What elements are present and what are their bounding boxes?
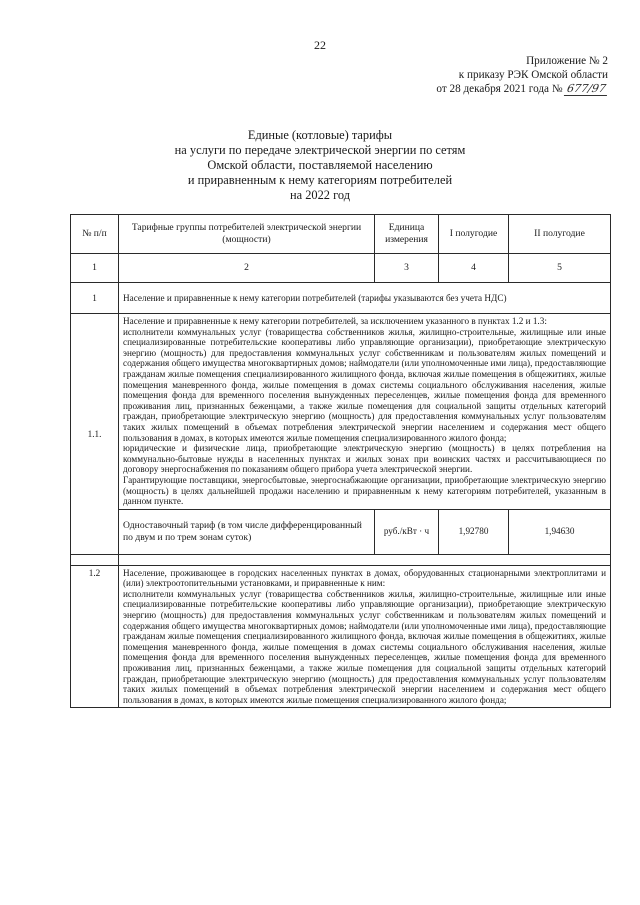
column-number: 1: [71, 254, 119, 283]
column-numbers-row: [71, 254, 611, 283]
row-1-1-paragraph: Население и приравненные к нему категории потребителей, за исключением указанного в пунктах 1.2 и 1.3:: [123, 316, 547, 326]
column-number: 3: [375, 254, 439, 283]
title-line-5: на 2022 год: [289, 188, 351, 202]
spacer-cell: [71, 554, 119, 565]
appendix-title: Приложение № 2: [526, 55, 608, 67]
handwritten-order-number: 677/97: [564, 83, 609, 96]
tariff-table: [70, 214, 611, 708]
row-1-2-text: [119, 565, 611, 708]
row-1-1-description: [71, 314, 611, 510]
row-1-2-num: 1.2: [71, 565, 119, 708]
spacer-cell: [119, 554, 611, 565]
row-1-2-description: [71, 565, 611, 708]
title-line-4: и приравненным к нему категориям потребителей: [187, 173, 453, 187]
title-line-3: Омской области, поставляемой населению: [207, 158, 433, 172]
tariff-unit: руб./кВт · ч: [375, 509, 439, 554]
row-1-1-paragraph: Гарантирующие поставщики, энергосбытовые, энергоснабжающие организации, приобретающие электрическую энергию (мощность) в целях дальнейшей продажи населению и приравненным к нему категориям потребителей, указанным в данном пункте.: [123, 474, 606, 507]
appendix-order: к приказу РЭК Омской области: [458, 69, 608, 81]
header-num: № п/п: [71, 215, 119, 254]
category-row: [71, 283, 611, 314]
title-line-2: на услуги по передаче электрической энергии по сетям: [174, 143, 466, 157]
row-1-1-tariff: [71, 509, 611, 554]
page-number: 22: [314, 38, 326, 52]
row-1-1-paragraph: юридические и физические лица, приобретающие электрическую энергию (мощность) в целях потребления на коммунально-бытовые нужды в населенных пунктах и жилых зонах при воинских частях и рассчитывающиеся по договору энергоснабжения по показаниям общего прибора учета электрической энергии.: [123, 443, 606, 475]
column-number: 4: [439, 254, 509, 283]
header-second-half: II полугодие: [509, 215, 611, 254]
table-header-row: [71, 215, 611, 254]
row-1-1-paragraph: исполнители коммунальных услуг (товарищества собственников жилья, жилищно-строительные, жилищные или иные специализированные потребительские кооперативы либо управляющие организации), приобретающие электрическую энергию (мощность) для предоставления коммунальных услуг собственникам и пользователям жилых помещений и содержания общего имущества многоквартирных домов; наймодатели (или уполномоченные ими лица), предоставляющие гражданам жилые помещения специализированного жилищного фонда, включая жилые помещения в общежитиях, жилые помещения маневренного фонда, жилые помещения в домах системы социального обслуживания населения, жилые помещения фонда для временного поселения вынужденных переселенцев, жилые помещения фонда для временного проживания лиц, признанных беженцами, а также жилые помещения для социальной защиты отдельных категорий граждан, приобретающие электрическую энергию (мощность) для предоставления коммунальных услуг пользователям таких жилых помещений в объемах потребления электрической энергии населением и содержания мест общего пользования в домах, в которых имеются жилые помещения специализированного жилого фонда;: [123, 326, 606, 443]
column-number: 2: [119, 254, 375, 283]
title-line-1: Единые (котловые) тарифы: [247, 128, 393, 142]
header-group: Тарифные группы потребителей электрической энергии (мощности): [119, 215, 375, 254]
header-first-half: I полугодие: [439, 215, 509, 254]
tariff-second-half-value: 1,94630: [509, 509, 611, 554]
column-number: 5: [509, 254, 611, 283]
row-1-1-num: 1.1.: [71, 314, 119, 555]
document-title: [0, 128, 640, 203]
appendix-header: [348, 54, 608, 96]
category-num: 1: [71, 283, 119, 314]
tariff-first-half-value: 1,92780: [439, 509, 509, 554]
row-1-2-paragraph: Население, проживающее в городских населенных пунктах в домах, оборудованных стационарными электроплитами и (или) электроотопительными установками, и приравненные к ним:: [123, 567, 606, 589]
category-text: Население и приравненные к нему категории потребителей (тарифы указываются без учета НДС): [119, 283, 611, 314]
row-1-2-paragraph: исполнители коммунальных услуг (товарищества собственников жилья, жилищно-строительные, жилищные или иные специализированные потребительские кооперативы либо управляющие организации), приобретающие электрическую энергию (мощность) для предоставления коммунальных услуг собственникам и пользователям жилых помещений и содержания общего имущества многоквартирных домов; наймодатели (или уполномоченные ими лица), предоставляющие гражданам жилые помещения специализированного жилищного фонда, включая жилые помещения в общежитиях, жилые помещения маневренного фонда, жилые помещения в домах системы социального обслуживания населения, жилые помещения фонда для временного поселения вынужденных переселенцев, жилые помещения фонда для временного проживания лиц, признанных беженцами, а также жилые помещения для социальной защиты отдельных категорий граждан, приобретающие электрическую энергию (мощность) для предоставления коммунальных услуг пользователям таких жилых помещений в объемах потребления электрической энергии населением и содержания мест общего пользования в домах, в которых имеются жилые помещения специализированного жилого фонда;: [123, 588, 606, 705]
row-1-1-text: [119, 314, 611, 510]
appendix-date-text: от 28 декабря 2021 года №: [436, 83, 563, 95]
appendix-date: [348, 82, 608, 96]
header-unit: Единица измерения: [375, 215, 439, 254]
spacer-row: [71, 554, 611, 565]
tariff-name: Одноставочный тариф (в том числе дифференцированный по двум и по трем зонам суток): [119, 509, 375, 554]
